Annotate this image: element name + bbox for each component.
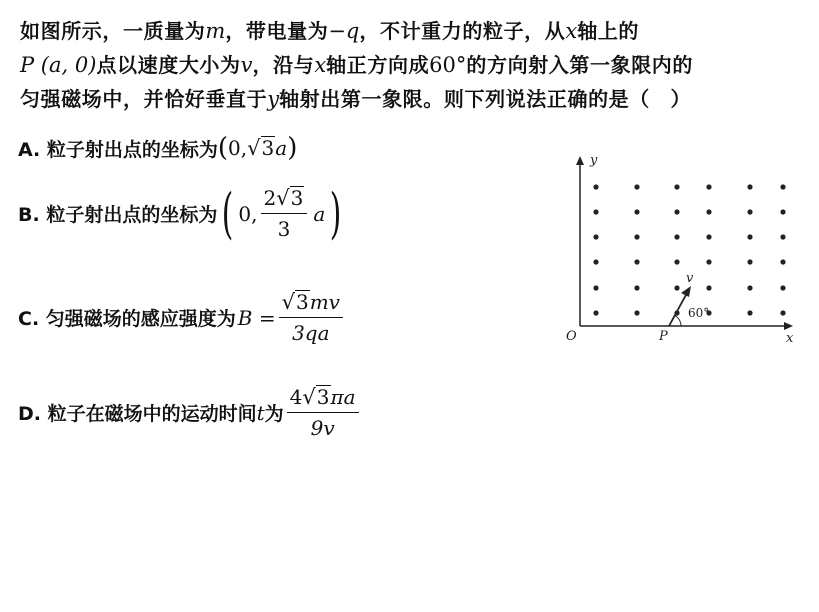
velocity-label: v (686, 271, 694, 286)
field-dot (706, 209, 711, 214)
point-p-label: P (659, 329, 668, 344)
field-dot (593, 209, 598, 214)
angle-expression: 60° (429, 53, 467, 77)
question-line-3: 匀强磁场中，并恰好垂直于y轴射出第一象限。则下列说法正确的是（ ） (20, 87, 692, 111)
field-dots-group (593, 184, 785, 315)
field-dot (634, 259, 639, 264)
option-c[interactable]: C. 匀强磁场的感应强度为 B = √ 3 mv 3qa (18, 290, 346, 345)
velocity-arrowhead (681, 286, 691, 297)
field-dot (747, 184, 752, 189)
angle-label: 60° (688, 306, 710, 320)
field-dot (780, 285, 785, 290)
question-line-1: 如图所示，一质量为m，带电量为−q，不计重力的粒子，从x轴上的 (20, 19, 640, 43)
field-dot (747, 259, 752, 264)
field-dot (747, 209, 752, 214)
field-dot (634, 234, 639, 239)
fraction: √ 3 mv 3qa (279, 290, 343, 345)
field-dot (780, 234, 785, 239)
field-dot (706, 285, 711, 290)
field-dot (634, 310, 639, 315)
field-dot (780, 184, 785, 189)
sqrt-expression: √ 3 (247, 136, 275, 160)
field-dot (747, 310, 752, 315)
field-dot (674, 259, 679, 264)
x-axis-label: x (786, 331, 794, 346)
x-axis-arrowhead (784, 322, 793, 330)
field-dot (593, 310, 598, 315)
field-dot (634, 285, 639, 290)
velocity-vector (669, 293, 687, 326)
field-dot (674, 234, 679, 239)
field-dot (747, 234, 752, 239)
question-line-2: P (a, 0)点以速度大小为v，沿与x轴正方向成60°的方向射入第一象限内的 (20, 53, 694, 77)
x-symbol-2: x (314, 53, 327, 77)
magnetic-field-diagram (560, 150, 805, 350)
field-dot (706, 259, 711, 264)
point-p-expression: P (a, 0) (20, 53, 97, 77)
fraction: 2 √ 3 3 (261, 186, 308, 241)
y-axis-label: y (590, 153, 598, 168)
field-dot (780, 310, 785, 315)
charge-symbol: −q (328, 19, 360, 43)
field-dot (706, 184, 711, 189)
option-b[interactable]: B. 粒子射出点的坐标为 ( 0, 2 √ 3 3 a ) (18, 181, 342, 245)
field-dot (747, 285, 752, 290)
y-symbol: y (267, 87, 280, 111)
option-a[interactable]: A. 粒子射出点的坐标为 ( 0, √ 3 a ) (18, 133, 298, 163)
field-dot (593, 285, 598, 290)
field-dot (674, 184, 679, 189)
field-dot (674, 285, 679, 290)
question-text (20, 14, 810, 116)
field-dot (634, 209, 639, 214)
field-dot (706, 234, 711, 239)
origin-label: O (566, 329, 577, 344)
velocity-symbol: v (240, 53, 253, 77)
field-dot (780, 209, 785, 214)
option-d[interactable]: D. 粒子在磁场中的运动时间 t 为 4 √ 3 πa 9v (18, 385, 362, 440)
y-axis-arrowhead (576, 156, 584, 165)
field-dot (780, 259, 785, 264)
angle-arc (675, 316, 681, 326)
fraction: 4 √ 3 πa 9v (287, 385, 359, 440)
field-dot (593, 234, 598, 239)
x-symbol: x (565, 19, 578, 43)
field-dot (634, 184, 639, 189)
field-dot (674, 209, 679, 214)
mass-symbol: m (205, 19, 226, 43)
field-dot (593, 184, 598, 189)
field-dot (593, 259, 598, 264)
